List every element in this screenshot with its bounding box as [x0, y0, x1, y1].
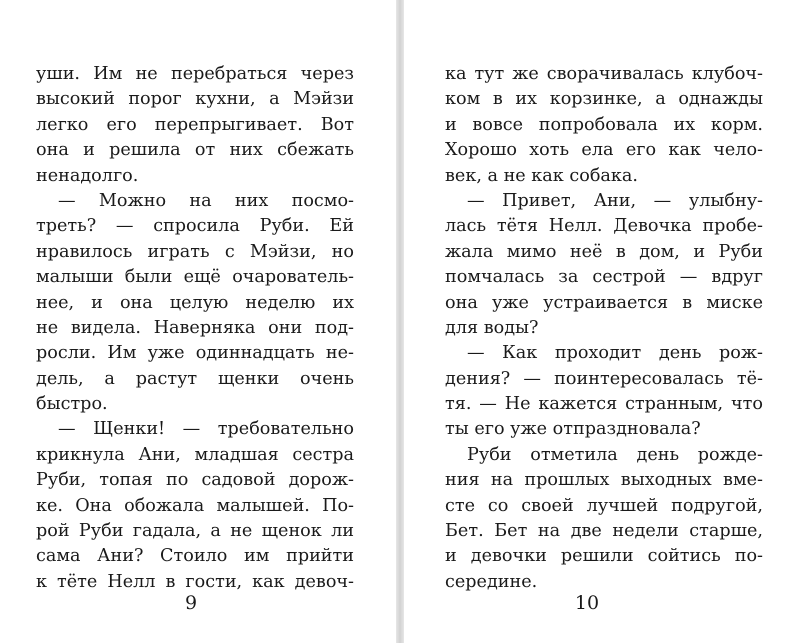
text-line: малыши были ещё очарователь-	[36, 267, 354, 288]
text-line: ком в их корзинке, а однажды	[445, 89, 763, 110]
book-gutter	[396, 0, 404, 643]
text-line: ка тут же сворачивалась клубоч-	[445, 64, 763, 84]
text-line: уши. Им не перебраться через	[36, 64, 354, 84]
text-line: рой Руби гадала, а не щенок ли	[36, 521, 354, 542]
text-line: середине.	[445, 571, 538, 592]
right-page	[404, 0, 800, 643]
text-line: нравилось играть с Мэйзи, но	[36, 241, 354, 262]
text-line: для воды?	[445, 317, 539, 338]
text-line: и девочки решили сойтись по-	[445, 546, 763, 567]
text-line: ке. Она обожала малышей. По-	[36, 495, 354, 516]
text-line: Бет. Бет на две недели старше,	[445, 521, 763, 542]
text-line: Руби, топая по садовой дорож-	[36, 470, 354, 491]
text-line: — Как проходит день рож-	[467, 343, 763, 364]
left-page-text	[36, 62, 354, 595]
text-line: Руби отметила день рожде-	[467, 444, 763, 465]
text-line: сте со своей лучшей подругой,	[445, 495, 763, 516]
text-line: ты его уже отпраздновала?	[445, 419, 701, 440]
right-page-text	[445, 62, 763, 595]
text-line: — Можно на них посмо-	[58, 190, 354, 211]
text-line: и вовсе попробовала их корм.	[445, 114, 763, 135]
text-line: лась тётя Нелл. Девочка пробе-	[445, 216, 763, 237]
text-line: к тёте Нелл в гости, как девоч-	[36, 571, 354, 592]
text-line: — Щенки! — требовательно	[58, 419, 354, 440]
text-line: крикнула Ани, младшая сестра	[36, 444, 354, 465]
text-line: Хорошо хоть ела его как чело-	[445, 140, 763, 161]
text-line: ненадолго.	[36, 165, 139, 186]
text-line: она и решила от них сбежать	[36, 140, 354, 161]
text-line: она уже устраивается в миске	[445, 292, 763, 313]
text-line: высокий порог кухни, а Мэйзи	[36, 89, 354, 110]
text-line: росли. Им уже одиннадцать не-	[36, 343, 354, 364]
right-page-number: 10	[574, 592, 600, 614]
text-line: ния на прошлых выходных вме-	[445, 470, 763, 491]
left-page-number: 9	[184, 592, 198, 614]
text-line: дения? — поинтересовалась тё-	[445, 368, 763, 389]
text-line: век, а не как собака.	[445, 165, 638, 186]
text-line: не видела. Наверняка они под-	[36, 317, 354, 338]
left-page	[0, 0, 396, 643]
text-line: треть? — спросила Руби. Ей	[36, 216, 354, 237]
text-line: жала мимо неё в дом, и Руби	[445, 241, 763, 262]
text-line: сама Ани? Стоило им прийти	[36, 546, 354, 567]
text-line: — Привет, Ани, — улыбну-	[467, 190, 763, 211]
text-line: легко его перепрыгивает. Вот	[36, 114, 354, 135]
text-line: помчалась за сестрой — вдруг	[445, 267, 763, 288]
text-line: тя. — Не кажется странным, что	[445, 394, 763, 415]
text-line: нее, и она целую неделю их	[36, 292, 354, 313]
text-line: быстро.	[36, 394, 108, 415]
text-line: дель, а растут щенки очень	[36, 368, 354, 389]
